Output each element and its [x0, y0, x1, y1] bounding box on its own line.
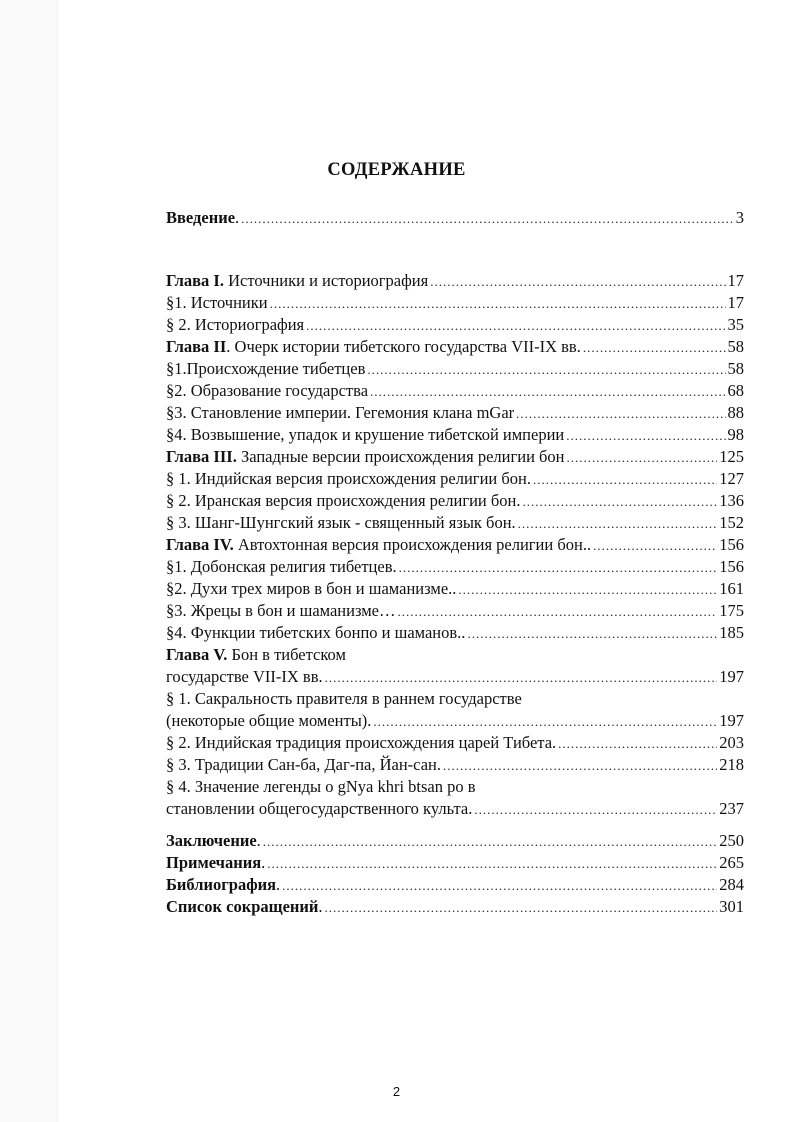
- toc-entry-ch4-s2[interactable]: §2. Духи трех миров в бон и шаманизме.. ..... 161: [166, 578, 744, 600]
- toc-entry-chapter-4[interactable]: Глава IV. Автохтонная версия происхождения религии бон.. ..... 156: [166, 534, 744, 556]
- leader-dots: [518, 513, 718, 535]
- chapter-label: Глава I.: [166, 271, 224, 290]
- toc-entry-ch5-s2[interactable]: § 2. Индийская традиция происхождения царей Тибета. ..... 203: [166, 732, 744, 754]
- leader-dots: [467, 623, 717, 645]
- toc-page: 3: [735, 208, 744, 227]
- leader-dots: [583, 337, 726, 359]
- page-number: 2: [392, 1084, 401, 1099]
- leader-dots: [522, 491, 717, 513]
- toc-entry-ch2-s2[interactable]: §2. Образование государства ..... 68: [166, 380, 744, 402]
- toc-entry-ch5-s4[interactable]: § 4. Значение легенды о gNya khri btsan po в: [166, 777, 476, 796]
- leader-dots: [398, 601, 718, 623]
- toc-label: Заключение: [166, 831, 257, 850]
- chapter-label: Глава III.: [166, 447, 237, 466]
- leader-dots: [367, 359, 725, 381]
- toc-entry-chapter-1[interactable]: Глава I. Источники и историография ..... 17: [166, 270, 744, 292]
- toc-page: 88: [727, 403, 744, 422]
- leader-dots: [458, 579, 717, 601]
- toc-entry-ch5-s3[interactable]: § 3. Традиции Сан-ба, Даг-па, Йан-сан. ..... 218: [166, 754, 744, 776]
- toc-label: Список сокращений: [166, 897, 319, 916]
- toc-entry-ch1-s2[interactable]: § 2. Историография ..... 35: [166, 314, 744, 336]
- chapter-label: Глава IV.: [166, 535, 234, 554]
- toc-page: 265: [719, 853, 744, 872]
- toc-entry-ch4-s3[interactable]: §3. Жрецы в бон и шаманизме… ..... 175: [166, 600, 744, 622]
- leader-dots: [373, 711, 717, 733]
- leader-dots: [306, 315, 725, 337]
- toc-page: 250: [719, 831, 744, 850]
- toc-entry-chapter-3[interactable]: Глава III. Западные версии происхождения религии бон ..... 125: [166, 446, 744, 468]
- toc-label: Введение: [166, 208, 236, 227]
- toc-entry-ch3-s3[interactable]: § 3. Шанг-Шунгский язык - священный язык бон. ..... 152: [166, 512, 744, 534]
- leader-dots: [533, 469, 717, 491]
- toc-entry-chapter-5-cont[interactable]: государстве VII-IX вв. ..... 197: [166, 666, 744, 688]
- leader-dots: [325, 897, 718, 919]
- toc-page: 127: [719, 469, 744, 488]
- page-title: СОДЕРЖАНИЕ: [327, 160, 466, 180]
- toc-entry-ch5-s1-cont[interactable]: (некоторые общие моменты). ..... 197: [166, 710, 744, 732]
- leader-dots: [474, 799, 717, 821]
- leader-dots: [370, 381, 725, 403]
- toc-page: 203: [719, 733, 744, 752]
- leader-dots: [566, 425, 725, 447]
- toc-entry-chapter-5[interactable]: Глава V. Бон в тибетском: [166, 645, 346, 664]
- toc-entry-ch4-s1[interactable]: §1. Добонская религия тибетцев. ..... 156: [166, 556, 744, 578]
- toc-entry-ch5-s4-cont[interactable]: становлении общегосударственного культа. ..... 237: [166, 798, 744, 820]
- leader-dots: [325, 667, 718, 689]
- toc-page: 58: [727, 359, 744, 378]
- toc-page: 125: [719, 447, 744, 466]
- toc-entry-ch5-s1[interactable]: § 1. Сакральность правителя в раннем государстве: [166, 689, 522, 708]
- leader-dots: [443, 755, 717, 777]
- toc-page: 185: [719, 623, 744, 642]
- toc-entry-intro[interactable]: Введение. ..... 3: [166, 207, 744, 229]
- toc-page: 237: [719, 799, 744, 818]
- toc-entry-ch2-s4[interactable]: §4. Возвышение, упадок и крушение тибетской империи ..... 98: [166, 424, 744, 446]
- toc-page: 218: [719, 755, 744, 774]
- toc-page: 17: [727, 293, 744, 312]
- chapter-label: Глава II: [166, 337, 227, 356]
- leader-dots: [399, 557, 718, 579]
- toc-page: 197: [719, 711, 744, 730]
- leader-dots: [270, 293, 726, 315]
- leader-dots: [516, 403, 725, 425]
- toc-page: 197: [719, 667, 744, 686]
- chapter-label: Глава V.: [166, 645, 228, 664]
- toc-page: 156: [719, 535, 744, 554]
- toc-page: 98: [727, 425, 744, 444]
- leader-dots: [430, 271, 725, 293]
- toc-label: Примечания: [166, 853, 262, 872]
- toc-entry-ch1-s1[interactable]: §1. Источники ..... 17: [166, 292, 744, 314]
- toc-page: 68: [727, 381, 744, 400]
- toc-page: 152: [719, 513, 744, 532]
- toc-page: 35: [727, 315, 744, 334]
- toc-entry-ch2-s3[interactable]: §3. Становление империи. Гегемония клана mGar ..... 88: [166, 402, 744, 424]
- toc-entry-ch3-s2[interactable]: § 2. Иранская версия происхождения религии бон. ..... 136: [166, 490, 744, 512]
- toc-entry-chapter-2[interactable]: Глава II. Очерк истории тибетского государства VII-IX вв. ..... 58: [166, 336, 744, 358]
- leader-dots: [593, 535, 717, 557]
- toc-entry-ch4-s4[interactable]: §4. Функции тибетских бонпо и шаманов.. ..... 185: [166, 622, 744, 644]
- leader-dots: [267, 853, 717, 875]
- toc-entry-ch3-s1[interactable]: § 1. Индийская версия происхождения религии бон. ..... 127: [166, 468, 744, 490]
- leader-dots: [241, 208, 734, 230]
- toc-page: 175: [719, 601, 744, 620]
- leader-dots: [282, 875, 717, 897]
- leader-dots: [263, 831, 717, 853]
- toc-entry-ch2-s1[interactable]: §1.Происхождение тибетцев ..... 58: [166, 358, 744, 380]
- toc-page: 284: [719, 875, 744, 894]
- toc-entry-notes[interactable]: Примечания. ..... 265: [166, 852, 744, 874]
- toc-entry-conclusion[interactable]: Заключение. ..... 250: [166, 830, 744, 852]
- toc-label: Библиография: [166, 875, 277, 894]
- toc-page: 58: [727, 337, 744, 356]
- toc-page: 161: [719, 579, 744, 598]
- toc-page: 301: [719, 897, 744, 916]
- toc-page: 156: [719, 557, 744, 576]
- leader-dots: [567, 447, 718, 469]
- leader-dots: [558, 733, 717, 755]
- toc-entry-bibliography[interactable]: Библиография. ..... 284: [166, 874, 744, 896]
- toc-page: 17: [727, 271, 744, 290]
- toc-entry-abbreviations[interactable]: Список сокращений. ..... 301: [166, 896, 744, 918]
- toc-page: 136: [719, 491, 744, 510]
